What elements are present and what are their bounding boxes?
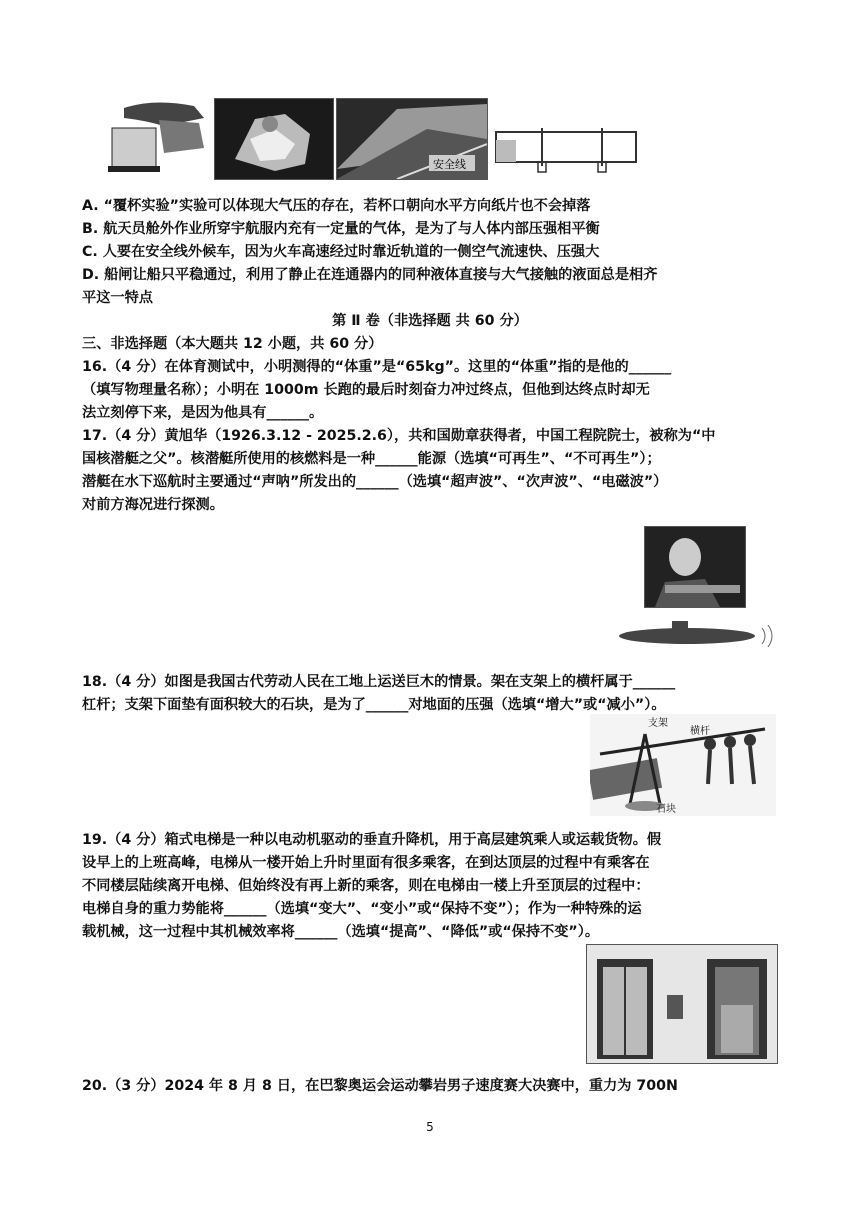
q18-line-1: 18.（4 分）如图是我国古代劳动人民在工地上运送巨木的情景。架在支架上的横杆属于______ <box>82 674 676 690</box>
page-number: 5 <box>426 1120 434 1134</box>
q16-line-2: （填写物理量名称）；小明在 1000m 长跑的最后时刻奋力冲过终点，但他到达终点时却无 <box>82 382 650 398</box>
q17-line-1: 17.（4 分）黄旭华（1926.3.12 - 2025.2.6），共和国勋章获得者，中国工程院院士，被称为“中 <box>82 428 716 444</box>
train-safety-line-photo <box>336 98 488 180</box>
q19-line-5: 载机械，这一过程中其机械效率将______（选填“提高”、“降低”或“保持不变”）。 <box>82 924 600 940</box>
q15-option-d: D. 船闸让船只平稳通过，利用了静止在连通器内的同种液体直接与大气接触的液面总是相齐 <box>82 267 658 283</box>
q18-line-2: 杠杆；支架下面垫有面积较大的石块，是为了______对地面的压强（选填“增大”或“减小”）。 <box>82 697 666 713</box>
portrait-photo <box>644 526 746 608</box>
section-title: 第 Ⅱ 卷（非选择题 共 60 分） <box>332 313 528 329</box>
lever-scene-drawing <box>590 714 776 816</box>
q17-line-3: 潜艇在水下巡航时主要通过“声呐”所发出的______（选填“超声波”、“次声波”、“电磁波”） <box>82 474 668 490</box>
q15-option-b: B. 航天员舱外作业所穿宇航服内充有一定量的气体，是为了与人体内部压强相平衡 <box>82 221 600 237</box>
q20-line-1: 20.（3 分）2024 年 8 月 8 日，在巴黎奥运会运动攀岩男子速度赛大决赛中，重力为 700N <box>82 1078 678 1094</box>
astronaut-photo <box>214 98 334 180</box>
q19-line-1: 19.（4 分）箱式电梯是一种以电动机驱动的垂直升降机，用于高层建筑乘人或运载货物。假 <box>82 832 662 848</box>
q15-option-a: A. “覆杯实验”实验可以体现大气压的存在，若杯口朝向水平方向纸片也不会掉落 <box>82 198 591 214</box>
stone-label: 石块 <box>656 804 676 815</box>
ship-lock-diagram <box>492 120 642 176</box>
q15-option-c: C. 人要在安全线外候车，因为火车高速经过时靠近轨道的一侧空气流速快、压强大 <box>82 244 600 260</box>
q19-line-3: 不同楼层陆续离开电梯、但始终没有再上新的乘客，则在电梯由一楼上升至顶层的过程中： <box>82 878 650 894</box>
q19-line-4: 电梯自身的重力势能将______（选填“变大”、“变小”或“保持不变”）；作为一种特殊的运 <box>82 901 642 917</box>
q17-line-2: 国核潜艇之父”。核潜艇所使用的核燃料是一种______能源（选填“可再生”、“不可再生”）； <box>82 451 661 467</box>
support-label: 支架 <box>648 718 668 729</box>
submarine-drawing <box>612 608 778 654</box>
section-heading: 三、非选择题（本大题共 12 小题，共 60 分） <box>82 336 383 352</box>
elevator-photo <box>586 944 778 1064</box>
safety-line-label: 安全线 <box>433 158 466 171</box>
overturned-cup-photo <box>104 98 210 178</box>
q16-line-3: 法立刻停下来，是因为他具有______。 <box>82 405 324 421</box>
lever-label: 横杆 <box>690 726 710 737</box>
q15-option-d-cont: 平这一特点 <box>82 290 153 306</box>
q16-line-1: 16.（4 分）在体育测试中，小明测得的“体重”是“65kg”。这里的“体重”指的是他的______ <box>82 359 672 375</box>
q17-line-4: 对前方海况进行探测。 <box>82 497 224 513</box>
q19-line-2: 设早上的上班高峰，电梯从一楼开始上升时里面有很多乘客，在到达顶层的过程中有乘客在 <box>82 855 650 871</box>
